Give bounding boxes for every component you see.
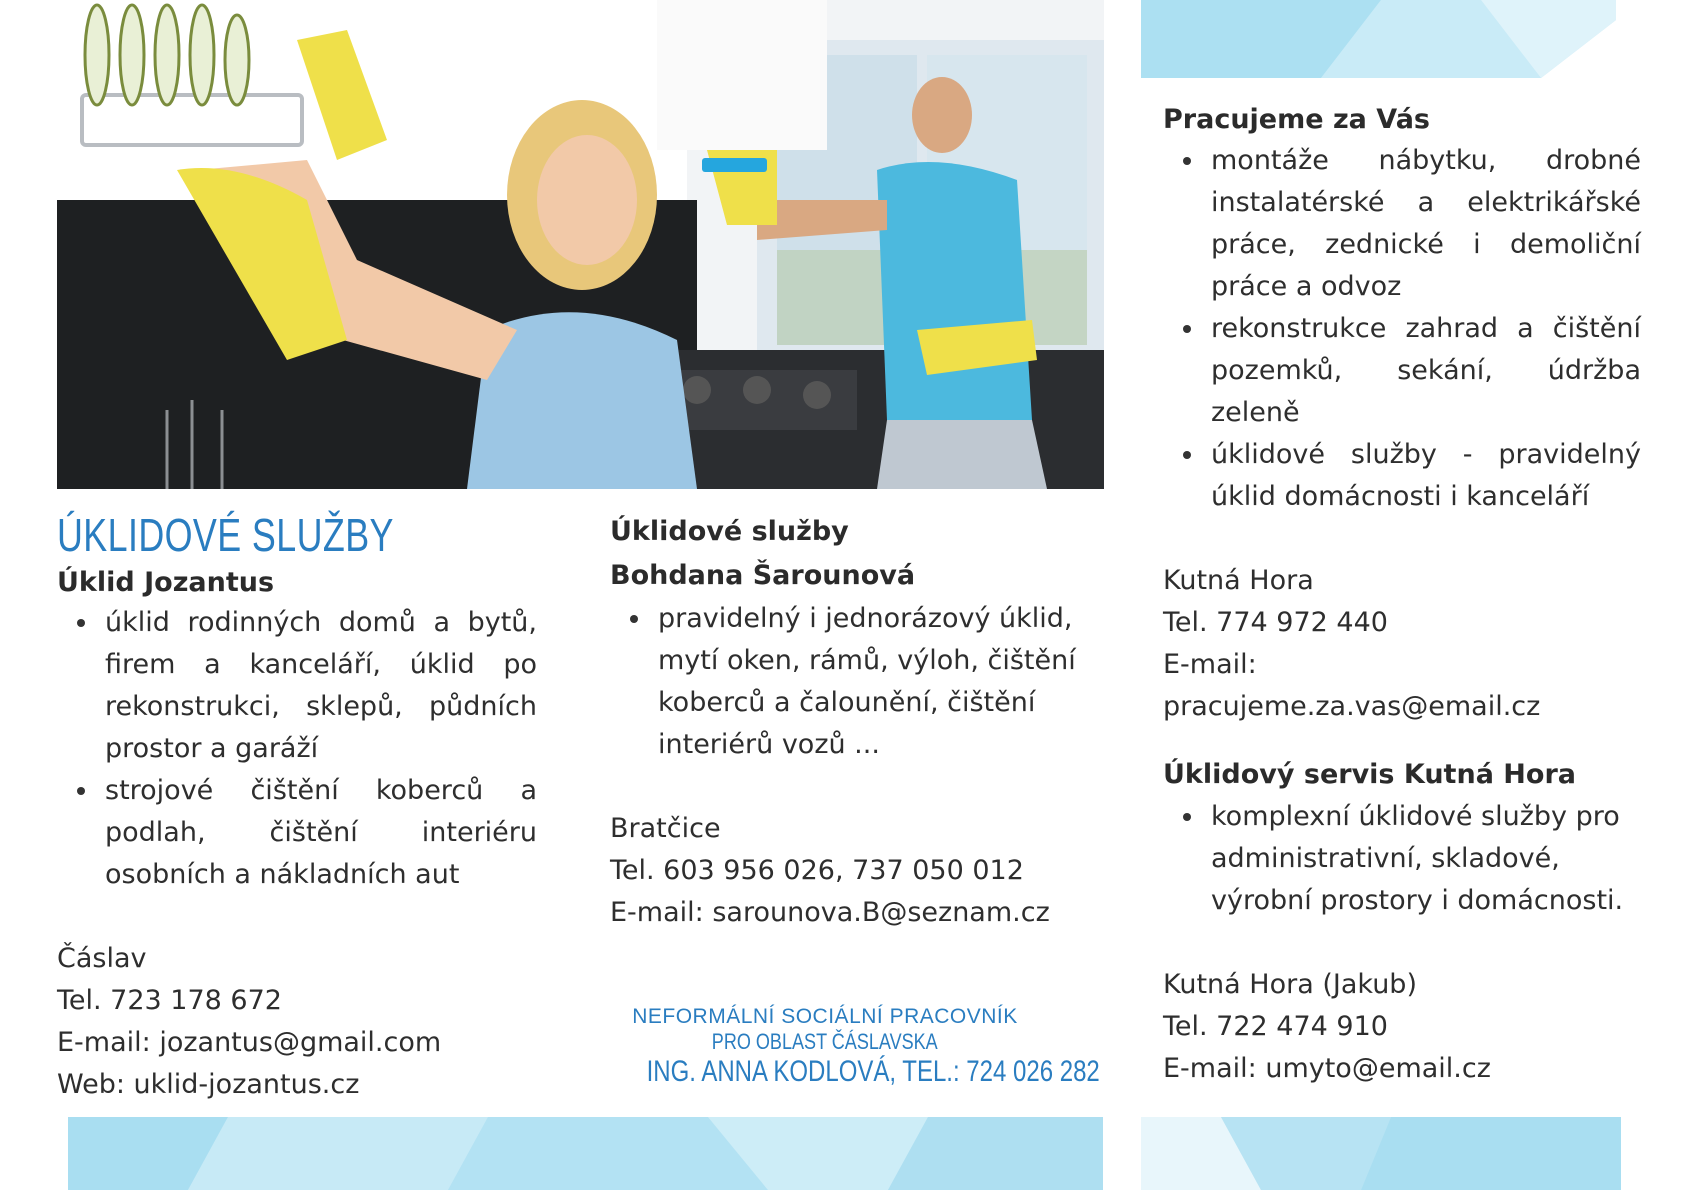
contact-phone: Tel. 723 178 672 — [57, 985, 282, 1016]
contact-block-pracujeme — [1163, 560, 1641, 728]
section-title-uklidovy-servis: Úklidový servis Kutná Hora — [1163, 759, 1576, 790]
contact-city: Bratčice — [610, 813, 721, 844]
worker-region: PRO OBLAST ČÁSLAVSKA — [712, 1029, 938, 1054]
contact-city: Kutná Hora — [1163, 565, 1314, 596]
contact-city: Čáslav — [57, 943, 147, 974]
contact-phone: Tel. 774 972 440 — [1163, 607, 1388, 638]
list-item: strojové čištění koberců a podlah, čištění interiéru osobních a nákladních aut — [105, 770, 537, 896]
section-title-pracujeme: Pracujeme za Vás — [1163, 104, 1431, 135]
column-uklid-jozantus — [57, 508, 537, 1106]
section-title-sarounova-line2: Bohdana Šarounová — [610, 560, 916, 591]
bottom-decorative-banner-left — [68, 1117, 1103, 1190]
list-item: komplexní úklidové služby pro administrativní, skladové, výrobní prostory i domácnosti. — [1211, 796, 1641, 922]
list-item: montáže nábytku, drobné instalatérské a elektrikářské práce, zednické i demoliční práce a odvoz — [1211, 140, 1641, 308]
contact-block-sarounova — [610, 808, 1080, 934]
contact-phone: Tel. 603 956 026, 737 050 012 — [610, 855, 1024, 886]
bottom-decorative-banner-right — [1141, 1117, 1621, 1190]
contact-city: Kutná Hora (Jakub) — [1163, 969, 1417, 1000]
social-worker-note — [590, 1005, 1100, 1089]
contact-email-label: E-mail: — [1163, 649, 1257, 680]
section-title-jozantus: Úklid Jozantus — [57, 567, 275, 598]
contact-email: E-mail: jozantus@gmail.com — [57, 1027, 442, 1058]
services-list-uklidovy-servis — [1163, 796, 1641, 922]
contact-email: E-mail: umyto@email.cz — [1163, 1053, 1491, 1084]
services-list-pracujeme — [1163, 140, 1641, 518]
column-sarounova — [610, 510, 1080, 934]
contact-email: E-mail: sarounova.B@seznam.cz — [610, 897, 1050, 928]
contact-phone: Tel. 722 474 910 — [1163, 1011, 1388, 1042]
column-right — [1163, 100, 1641, 1090]
contact-web: Web: uklid-jozantus.cz — [57, 1069, 360, 1100]
contact-block-jozantus — [57, 938, 537, 1106]
main-heading: ÚKLIDOVÉ SLUŽBY — [57, 509, 394, 561]
contact-block-uklidovy-servis — [1163, 964, 1641, 1090]
worker-name-phone: ING. ANNA KODLOVÁ, TEL.: 724 026 282 — [646, 1055, 1100, 1088]
list-item: úklid rodinných domů a bytů, firem a kanceláří, úklid po rekonstrukci, sklepů, půdních prostor a garáží — [105, 602, 537, 770]
list-item: rekonstrukce zahrad a čištění pozemků, sekání, údržba zeleně — [1211, 308, 1641, 434]
list-item: úklidové služby - pravidelný úklid domácnosti i kanceláří — [1211, 434, 1641, 518]
hero-photo — [57, 0, 1104, 489]
section-title-sarounova-line1: Úklidové služby — [610, 516, 849, 547]
worker-title: NEFORMÁLNÍ SOCIÁLNÍ PRACOVNÍK — [632, 1005, 1018, 1028]
services-list-jozantus — [57, 602, 537, 896]
top-decorative-banner — [1141, 0, 1616, 78]
list-item: pravidelný i jednorázový úklid, mytí oken, rámů, výloh, čištění koberců a čalounění, čištění interiérů vozů ... — [658, 598, 1080, 766]
services-list-sarounova — [610, 598, 1080, 766]
contact-email: pracujeme.za.vas@email.cz — [1163, 691, 1541, 722]
